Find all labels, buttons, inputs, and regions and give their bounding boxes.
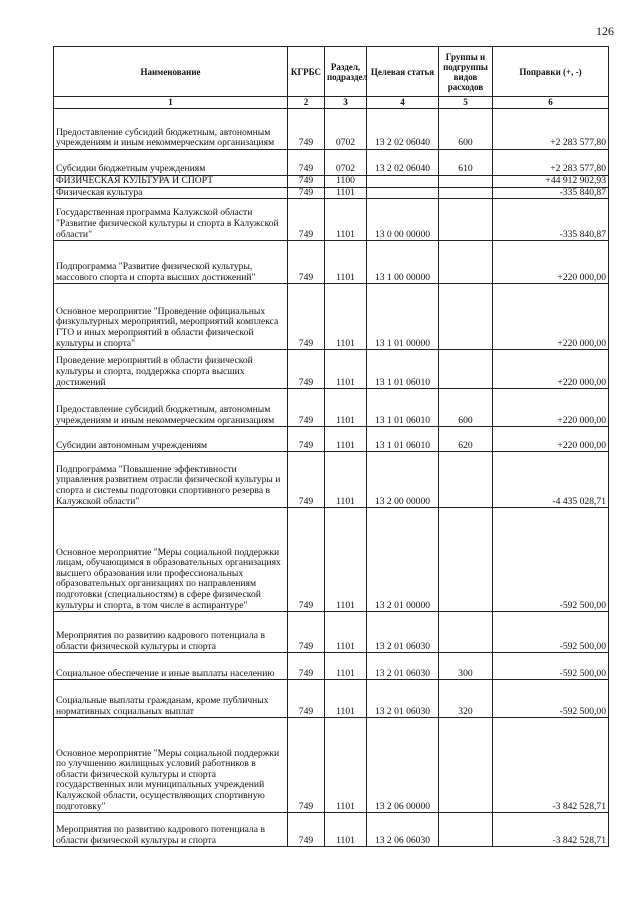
row-razdel: 1101 [325,718,367,813]
row-target: 13 0 00 00000 [367,199,439,241]
row-kgrbs: 749 [288,241,325,284]
row-amend: +220 000,00 [493,350,609,389]
row-amend: -3 842 528,71 [493,813,609,847]
row-razdel: 1101 [325,680,367,718]
page-number: 126 [596,24,614,38]
row-name: Подпрограмма "Повышение эффективности управления развитием отрасли физической культуры и спорта и системы подготовки спортивного резерва в Калужской области" [54,452,288,508]
row-group [439,241,493,284]
row-group: 300 [439,653,493,680]
header-razdel: Раздел, подраздел [325,47,367,97]
row-amend: +220 000,00 [493,284,609,350]
row-kgrbs: 749 [288,612,325,653]
table-row [54,241,609,284]
row-kgrbs: 749 [288,150,325,176]
row-kgrbs: 749 [288,176,325,188]
row-name: Государственная программа Калужской области "Развитие физической культуры и спорта в Калужской области" [54,199,288,241]
row-group [439,612,493,653]
row-razdel: 1101 [325,427,367,452]
row-amend: -335 840,87 [493,187,609,199]
row-razdel: 1101 [325,508,367,612]
row-group: 320 [439,680,493,718]
row-name: Основное мероприятие "Проведение официальных физкультурных мероприятий, мероприятий комплекса ГТО и иных мероприятий в области физической культуры и спорта" [54,284,288,350]
table-row [54,176,609,188]
row-amend: -335 840,87 [493,199,609,241]
column-number: 5 [439,97,493,109]
row-amend: +220 000,00 [493,427,609,452]
row-target: 13 1 01 06010 [367,350,439,389]
row-kgrbs: 749 [288,350,325,389]
table-row [54,653,609,680]
row-razdel: 0702 [325,109,367,150]
row-group [439,718,493,813]
row-name: Субсидии автономным учреждениям [54,427,288,452]
column-number: 6 [493,97,609,109]
row-name: Субсидии бюджетным учреждениям [54,150,288,176]
row-group: 600 [439,109,493,150]
row-kgrbs: 749 [288,389,325,427]
row-amend: +44 912 902,93 [493,176,609,188]
row-razdel: 1101 [325,813,367,847]
row-target: 13 2 01 06030 [367,680,439,718]
row-name: Предоставление субсидий бюджетным, автономным учреждениям и иным некоммерческим организациям [54,389,288,427]
header-name: Наименование [54,47,288,97]
row-target: 13 1 01 00000 [367,284,439,350]
row-razdel: 1101 [325,284,367,350]
row-razdel: 1101 [325,199,367,241]
row-group: 600 [439,389,493,427]
column-number: 4 [367,97,439,109]
table-row [54,427,609,452]
row-target: 13 2 02 06040 [367,109,439,150]
row-razdel: 1101 [325,452,367,508]
column-number: 1 [54,97,288,109]
table-row [54,718,609,813]
row-kgrbs: 749 [288,199,325,241]
row-target: 13 2 06 06030 [367,813,439,847]
table-row [54,350,609,389]
row-kgrbs: 749 [288,284,325,350]
row-name: Предоставление субсидий бюджетным, автономным учреждениям и иным некоммерческим организациям [54,109,288,150]
row-amend: +2 283 577,80 [493,150,609,176]
table-row [54,284,609,350]
row-group [439,199,493,241]
row-target: 13 2 01 06030 [367,653,439,680]
row-kgrbs: 749 [288,680,325,718]
column-number: 2 [288,97,325,109]
row-group [439,813,493,847]
row-razdel: 1101 [325,350,367,389]
row-kgrbs: 749 [288,813,325,847]
header-amend: Поправки (+, -) [493,47,609,97]
row-razdel: 1101 [325,389,367,427]
table-row [54,109,609,150]
table-row [54,389,609,427]
table-row [54,452,609,508]
row-kgrbs: 749 [288,718,325,813]
row-amend: -592 500,00 [493,653,609,680]
row-name: ФИЗИЧЕСКАЯ КУЛЬТУРА И СПОРТ [54,176,288,188]
row-group [439,508,493,612]
row-razdel: 1101 [325,612,367,653]
row-group [439,176,493,188]
row-group [439,284,493,350]
row-kgrbs: 749 [288,508,325,612]
row-kgrbs: 749 [288,109,325,150]
row-amend: -3 842 528,71 [493,718,609,813]
row-kgrbs: 749 [288,452,325,508]
row-amend: -592 500,00 [493,680,609,718]
row-razdel: 1100 [325,176,367,188]
row-target: 13 1 00 00000 [367,241,439,284]
row-razdel: 1101 [325,653,367,680]
row-target: 13 1 01 06010 [367,389,439,427]
row-target: 13 2 01 00000 [367,508,439,612]
header-row [54,47,609,97]
row-target: 13 2 02 06040 [367,150,439,176]
table-row [54,612,609,653]
row-kgrbs: 749 [288,653,325,680]
table-row [54,508,609,612]
row-name: Социальные выплаты гражданам, кроме публичных нормативных социальных выплат [54,680,288,718]
row-group: 610 [439,150,493,176]
row-name: Физическая культура [54,187,288,199]
table-row [54,150,609,176]
table-row [54,199,609,241]
column-number-row [54,97,609,109]
row-amend: -4 435 028,71 [493,452,609,508]
table-row [54,813,609,847]
row-razdel: 1101 [325,187,367,199]
row-razdel: 1101 [325,241,367,284]
row-group: 620 [439,427,493,452]
row-group [439,350,493,389]
row-razdel: 0702 [325,150,367,176]
row-name: Мероприятия по развитию кадрового потенциала в области физической культуры и спорта [54,612,288,653]
row-kgrbs: 749 [288,187,325,199]
header-kgrbs: КГРБС [288,47,325,97]
row-kgrbs: 749 [288,427,325,452]
header-group: Группы и подгруппы видов расходов [439,47,493,97]
row-amend: +2 283 577,80 [493,109,609,150]
row-target [367,187,439,199]
row-name: Основное мероприятие "Меры социальной поддержки лицам, обучающимся в образовательных организациях высшего образования или профессиональных образовательных организациях по направлениям подготовки (специальностям) в сфере физической культуры и спорта, в том числе в аспирантуре" [54,508,288,612]
row-amend: -592 500,00 [493,612,609,653]
row-target: 13 2 01 06030 [367,612,439,653]
row-group [439,452,493,508]
row-target: 13 1 01 06010 [367,427,439,452]
budget-amendments-table [53,46,609,847]
row-name: Проведение мероприятий в области физической культуры и спорта, поддержка спорта высших достижений [54,350,288,389]
table-row [54,680,609,718]
row-amend: +220 000,00 [493,389,609,427]
row-name: Основное мероприятие "Меры социальной поддержки по улучшению жилищных условий работников в области физической культуры и спорта государственных или муниципальных учреждений Калужской области, осуществляющих спортивную подготовку" [54,718,288,813]
row-amend: +220 000,00 [493,241,609,284]
row-target [367,176,439,188]
row-amend: -592 500,00 [493,508,609,612]
table-row [54,187,609,199]
column-number: 3 [325,97,367,109]
row-group [439,187,493,199]
row-name: Подпрограмма "Развитие физической культуры, массового спорта и спорта высших достижений" [54,241,288,284]
row-target: 13 2 06 00000 [367,718,439,813]
row-name: Мероприятия по развитию кадрового потенциала в области физической культуры и спорта [54,813,288,847]
header-target: Целевая статья [367,47,439,97]
row-target: 13 2 00 00000 [367,452,439,508]
row-name: Социальное обеспечение и иные выплаты населению [54,653,288,680]
